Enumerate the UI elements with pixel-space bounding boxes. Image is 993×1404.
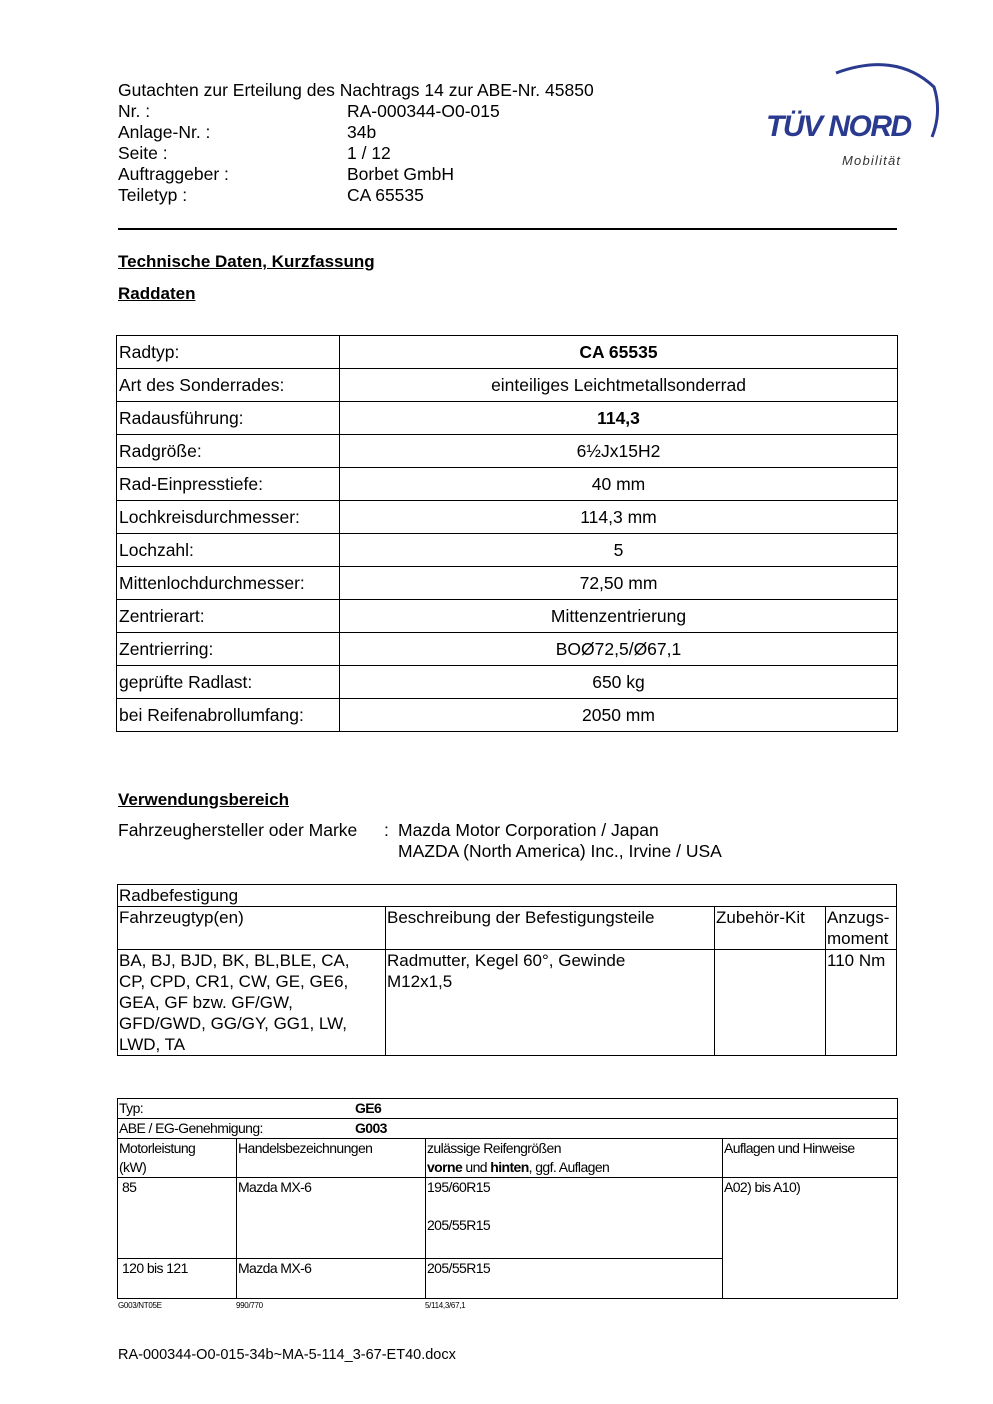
svg-text:Mobilität: Mobilität — [842, 153, 902, 168]
torque-cell: 110 Nm — [826, 950, 897, 1056]
section-title-verwendungsbereich: Verwendungsbereich — [118, 790, 289, 809]
header-line: zulässige Reifengrößen — [427, 1140, 561, 1156]
table-row — [118, 1119, 898, 1139]
row-label: bei Reifenabrollumfang: — [117, 699, 340, 732]
description-line: M12x1,5 — [387, 972, 453, 991]
column-header: Beschreibung der Befestigungsteile — [386, 907, 715, 950]
row-value: Mittenzentrierung — [340, 600, 898, 633]
row-label: Lochzahl: — [117, 534, 340, 567]
row-label: Lochkreisdurchmesser: — [117, 501, 340, 534]
auflagen-cell: A02) bis A10) — [723, 1178, 898, 1299]
document-filename: RA-000344-O0-015-34b~MA-5-114_3-67-ET40.docx — [118, 1347, 456, 1363]
table-row — [118, 1178, 898, 1259]
tuev-nord-logo-graphic — [764, 57, 944, 172]
column-header — [826, 907, 897, 950]
fastener-description-cell — [386, 950, 715, 1056]
header-line: Motorleistung — [119, 1140, 196, 1156]
typ-label: Typ: — [119, 1100, 144, 1116]
table-row — [117, 567, 898, 600]
trade-name-cell: Mazda MX-6 — [237, 1259, 426, 1299]
header-key: Nr. : — [118, 101, 151, 121]
accessory-kit-cell — [715, 950, 826, 1056]
row-label: Radgröße: — [117, 435, 340, 468]
row-value: CA 65535 — [340, 336, 898, 369]
table-row — [117, 501, 898, 534]
header-key: Anlage-Nr. : — [118, 122, 211, 142]
trade-name-cell: Mazda MX-6 — [237, 1178, 426, 1259]
vehicle-types-line: CP, CPD, CR1, CW, GE, GE6, — [119, 972, 349, 991]
manufacturer-line: Mazda Motor Corporation / Japan — [398, 820, 659, 840]
header-row-seite — [118, 143, 594, 164]
document-header — [118, 80, 594, 206]
row-label: Zentrierring: — [117, 633, 340, 666]
abe-label: ABE / EG-Genehmigung: — [119, 1120, 263, 1136]
row-label: Radausführung: — [117, 402, 340, 435]
vehicle-types-cell — [118, 950, 386, 1056]
vehicle-types-line: GEA, GF bzw. GF/GW, — [119, 993, 293, 1012]
column-header — [426, 1139, 723, 1178]
header-text: , ggf. Auflagen — [528, 1159, 610, 1175]
tuev-nord-logo — [764, 57, 944, 172]
header-value: 34b — [347, 122, 377, 142]
vehicle-type-table — [117, 1098, 898, 1299]
vehicle-types-line: LWD, TA — [119, 1035, 186, 1054]
svg-text:TÜV NORD: TÜV NORD — [766, 110, 911, 143]
row-label: geprüfte Radlast: — [117, 666, 340, 699]
header-row-anlage — [118, 122, 594, 143]
header-text: und — [462, 1159, 491, 1175]
table-row — [117, 600, 898, 633]
column-header: Auflagen und Hinweise — [723, 1139, 898, 1178]
header-bold: hinten — [490, 1159, 529, 1175]
header-value: Borbet GmbH — [347, 164, 454, 184]
table-row — [117, 336, 898, 369]
header-value: CA 65535 — [347, 185, 424, 205]
table-row — [117, 468, 898, 501]
header-value: RA-000344-O0-015 — [347, 101, 500, 121]
typ-row — [118, 1099, 898, 1119]
typ-value: GE6 — [355, 1100, 382, 1116]
vehicle-types-line: BA, BJ, BJD, BK, BL,BLE, CA, — [119, 951, 350, 970]
section-title: Technische Daten, Kurzfassung — [118, 252, 375, 271]
manufacturer-colon: : — [384, 820, 389, 840]
abe-row — [118, 1119, 898, 1139]
row-value: 6½Jx15H2 — [340, 435, 898, 468]
row-label: Zentrierart: — [117, 600, 340, 633]
column-header: Fahrzeugtyp(en) — [118, 907, 386, 950]
row-value: 114,3 — [340, 402, 898, 435]
section-subtitle-raddaten: Raddaten — [118, 284, 196, 303]
row-value: 72,50 mm — [340, 567, 898, 600]
column-header — [118, 1139, 237, 1178]
header-row-auftraggeber — [118, 164, 594, 185]
footnote-code: 990/770 — [236, 1301, 263, 1310]
row-label: Art des Sonderrades: — [117, 369, 340, 402]
row-value: 650 kg — [340, 666, 898, 699]
kw-cell: 85 — [118, 1178, 237, 1259]
kw-cell: 120 bis 121 — [118, 1259, 237, 1299]
table-row — [117, 534, 898, 567]
column-header: Zubehör-Kit — [715, 907, 826, 950]
row-label: Radtyp: — [117, 336, 340, 369]
header-key: Auftraggeber : — [118, 164, 229, 184]
abe-value: G003 — [355, 1120, 387, 1136]
table-header-row — [118, 1139, 898, 1178]
manufacturer-label: Fahrzeughersteller oder Marke — [118, 820, 358, 840]
table-row — [117, 699, 898, 732]
manufacturer-line: MAZDA (North America) Inc., Irvine / USA — [398, 841, 722, 861]
header-line: (kW) — [119, 1159, 147, 1175]
header-line: Anzugs- — [827, 908, 890, 927]
table-title: Radbefestigung — [118, 885, 897, 907]
table-row — [118, 1099, 898, 1119]
header-bold: vorne — [427, 1159, 463, 1175]
manufacturer-value — [398, 820, 722, 862]
document-title: Gutachten zur Erteilung des Nachtrags 14 zur ABE-Nr. 45850 — [118, 80, 594, 100]
column-header: Handelsbezeichnungen — [237, 1139, 426, 1178]
row-label: Mittenlochdurchmesser: — [117, 567, 340, 600]
row-value: 114,3 mm — [340, 501, 898, 534]
footnote-code: G003/NT05E — [118, 1301, 162, 1310]
header-row-teiletyp — [118, 185, 594, 206]
header-row-nr — [118, 101, 594, 122]
raddaten-table — [116, 335, 898, 732]
tire-size: 205/55R15 — [427, 1217, 491, 1233]
description-line: Radmutter, Kegel 60°, Gewinde — [387, 951, 626, 970]
header-value: 1 / 12 — [347, 143, 391, 163]
table-row — [118, 950, 897, 1056]
row-value: 5 — [340, 534, 898, 567]
tire-size: 195/60R15 — [427, 1179, 491, 1195]
table-row — [117, 369, 898, 402]
table-row — [117, 435, 898, 468]
row-label: Rad-Einpresstiefe: — [117, 468, 340, 501]
header-divider — [118, 228, 897, 230]
row-value: einteiliges Leichtmetallsonderrad — [340, 369, 898, 402]
table-row — [117, 666, 898, 699]
header-line: moment — [827, 929, 889, 948]
table-row — [118, 885, 897, 907]
row-value: BOØ72,5/Ø67,1 — [340, 633, 898, 666]
header-key: Teiletyp : — [118, 185, 188, 205]
table-row — [117, 402, 898, 435]
vehicle-types-line: GFD/GWD, GG/GY, GG1, LW, — [119, 1014, 347, 1033]
table-row — [117, 633, 898, 666]
footnote-code: 5/114,3/67,1 — [425, 1301, 466, 1310]
header-key: Seite : — [118, 143, 168, 163]
row-value: 40 mm — [340, 468, 898, 501]
tire-size-cell — [426, 1178, 723, 1259]
table-header-row — [118, 907, 897, 950]
row-value: 2050 mm — [340, 699, 898, 732]
radbefestigung-table — [117, 884, 897, 1056]
tire-size-cell: 205/55R15 — [426, 1259, 723, 1299]
